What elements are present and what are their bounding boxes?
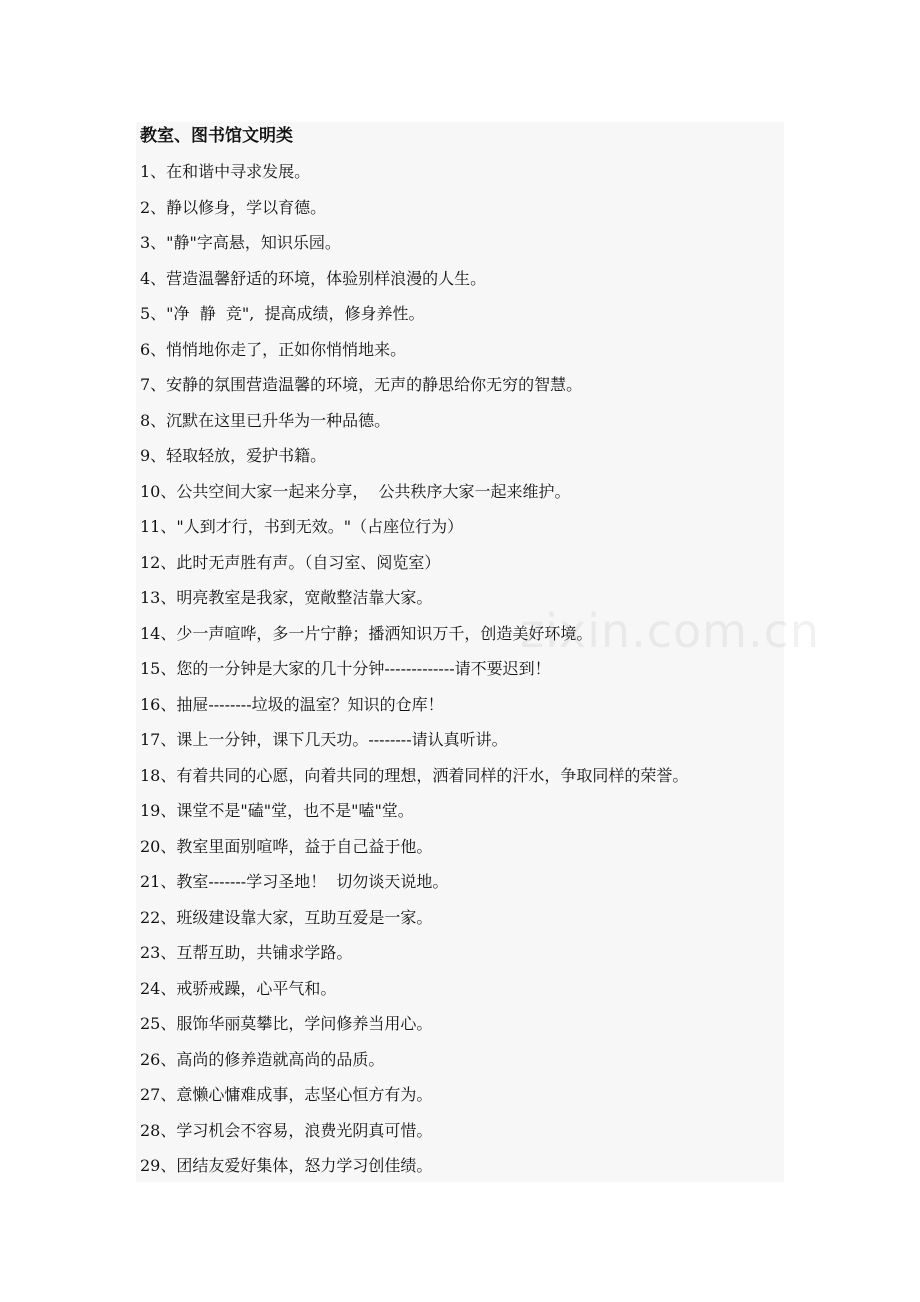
list-item: 11、"人到才行，书到无效。"（占座位行为） [140,517,464,536]
list-item: 8、沉默在这里已升华为一种品德。 [140,410,391,430]
list-item: 1、在和谐中寻求发展。 [140,162,311,181]
list-item: 24、戒骄戒躁，心平气和。 [140,978,337,998]
list-item: 23、互帮互助，共铺求学路。 [140,943,353,962]
list-item: 29、团结友爱好集体，怒力学习创佳绩。 [140,1156,433,1175]
list-item: 28、学习机会不容易，浪费光阴真可惜。 [140,1120,433,1140]
list-item: 14、少一声喧哗，多一片宁静；播洒知识万千，创造美好环境。 [140,623,593,643]
list-item: 12、此时无声胜有声。（自习室、阅览室） [140,552,441,572]
list-item: 15、您的一分钟是大家的几十分钟-------------请不要迟到！ [140,659,551,678]
list-item: 5、"净 静 竞", 提高成绩，修身养性。 [140,304,425,323]
list-item: 16、抽屉--------垃圾的温室？知识的仓库！ [140,694,444,714]
list-item: 26、高尚的修养造就高尚的品质。 [140,1049,385,1069]
list-item: 2、静以修身，学以育德。 [140,197,327,217]
list-item: 19、课堂不是"磕"堂，也不是"嗑"堂。 [140,801,414,820]
list-item: 13、明亮教室是我家，宽敞整洁靠大家。 [140,588,433,607]
list-item: 10、公共空间大家一起来分享， 公共秩序大家一起来维护。 [140,481,571,501]
list-item: 21、教室-------学习圣地！ 切勿谈天说地。 [140,872,449,891]
list-item: 9、轻取轻放，爱护书籍。 [140,446,327,465]
list-item: 27、意懒心慵难成事，志坚心恒方有为。 [140,1085,433,1104]
list-item: 3、"静"字高悬，知识乐园。 [140,233,341,252]
list-item: 25、服饰华丽莫攀比，学问修养当用心。 [140,1014,433,1033]
slogan-list [140,159,688,1189]
list-item: 20、教室里面别喧哗，益于自己益于他。 [140,836,433,856]
document-title: 教室、图书馆文明类 [140,126,293,146]
list-item: 22、班级建设靠大家，互助互爱是一家。 [140,907,433,927]
list-item: 17、课上一分钟，课下几天功。--------请认真听讲。 [140,730,508,749]
list-item: 6、悄悄地你走了，正如你悄悄地来。 [140,339,407,359]
list-item: 4、营造温馨舒适的环境，体验别样浪漫的人生。 [140,268,487,288]
list-item: 7、安静的氛围营造温馨的环境，无声的静思给你无穷的智慧。 [140,375,583,394]
list-item: 18、有着共同的心愿，向着共同的理想，洒着同样的汗水，争取同样的荣誉。 [140,765,689,785]
